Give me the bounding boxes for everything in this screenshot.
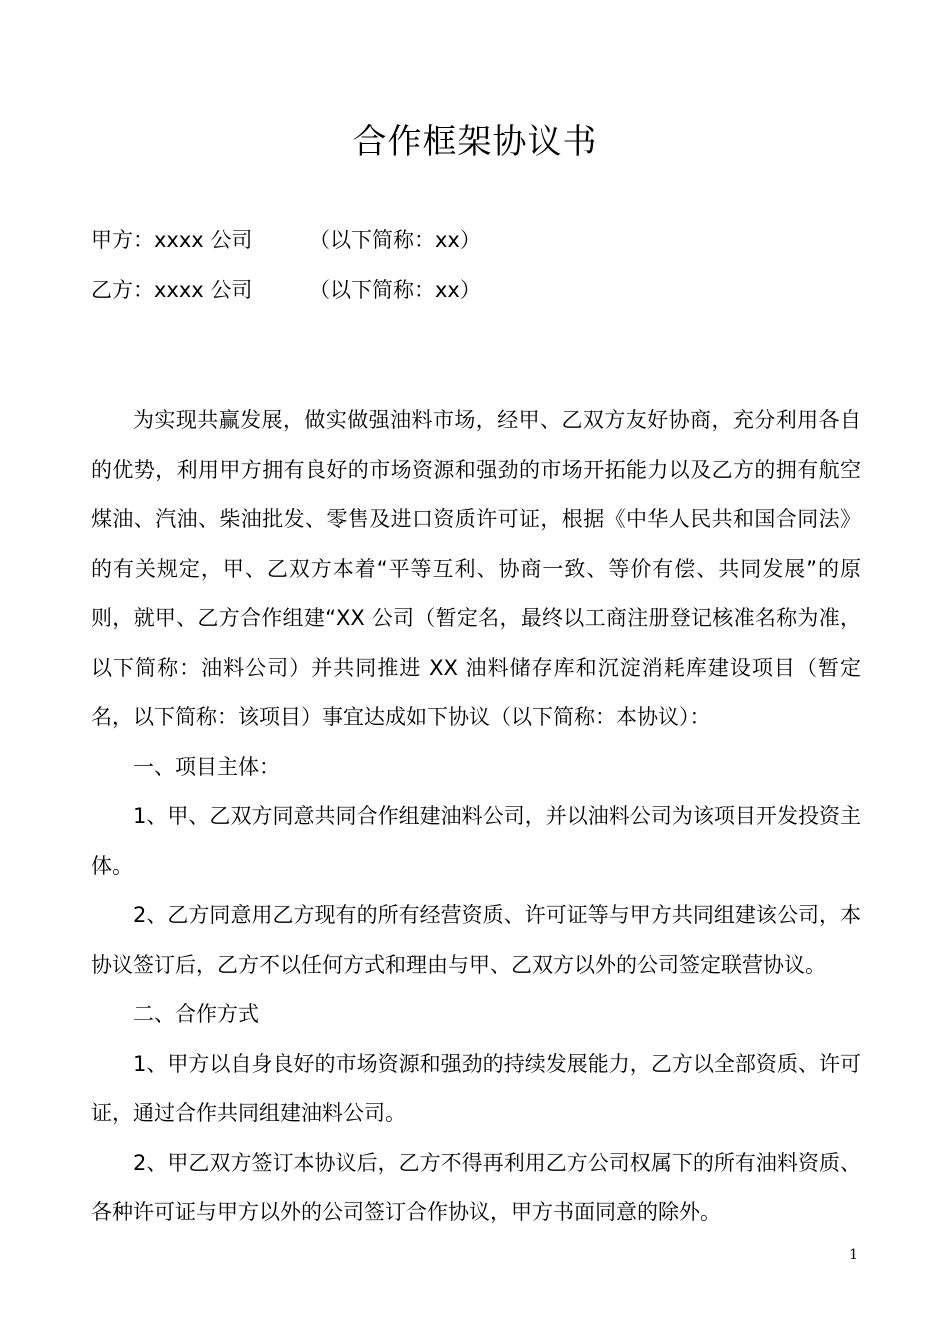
document-body bbox=[91, 396, 861, 1238]
preamble-paragraph: 为实现共赢发展，做实做强油料市场，经甲、乙双方友好协商，充分利用各自的优势，利用甲方拥有良好的市场资源和强劲的市场开拓能力以及乙方的拥有航空煤油、汽油、柴油批发、零售及进口资质许可证，根据《中华人民共和国合同法》的有关规定，甲、乙双方本着“平等互利、协商一致、等价有偿、共同发展”的原则，就甲、乙方合作组建“XX 公司（暂定名，最终以工商注册登记核准名称为准，以下简称：油料公司）并共同推进 XX 油料储存库和沉淀消耗库建设项目（暂定名，以下简称：该项目）事宜达成如下协议（以下简称：本协议）： bbox=[91, 408, 861, 729]
document-title: 合作框架协议书 bbox=[352, 122, 598, 162]
party-b-abbreviation: （以下简称：xx） bbox=[309, 278, 481, 302]
party-a-label: 甲方：xxxx 公司 bbox=[91, 228, 253, 252]
clause-paragraph: 2、甲乙双方签订本协议后，乙方不得再利用乙方公司权属下的所有油料资质、各种许可证与甲方以外的公司签订合作协议，甲方书面同意的除外。 bbox=[91, 1150, 861, 1224]
party-a-abbreviation: （以下简称：xx） bbox=[309, 228, 481, 252]
party-b-line bbox=[91, 275, 481, 305]
section-heading-project-subject: 一、项目主体： bbox=[133, 754, 280, 779]
party-a-line bbox=[91, 225, 481, 255]
page-number: 1 bbox=[849, 1247, 858, 1263]
clause-paragraph: 1、甲方以自身良好的市场资源和强劲的持续发展能力，乙方以全部资质、许可证，通过合作共同组建油料公司。 bbox=[91, 1051, 861, 1125]
section-heading-cooperation-method: 二、合作方式 bbox=[133, 1002, 259, 1026]
clause-paragraph: 2、乙方同意用乙方现有的所有经营资质、许可证等与甲方共同组建该公司，本协议签订后，乙方不以任何方式和理由与甲、乙双方以外的公司签定联营协议。 bbox=[91, 903, 861, 977]
party-b-label: 乙方：xxxx 公司 bbox=[91, 278, 253, 302]
clause-paragraph: 1、甲、乙双方同意共同合作组建油料公司，并以油料公司为该项目开发投资主体。 bbox=[91, 804, 861, 878]
